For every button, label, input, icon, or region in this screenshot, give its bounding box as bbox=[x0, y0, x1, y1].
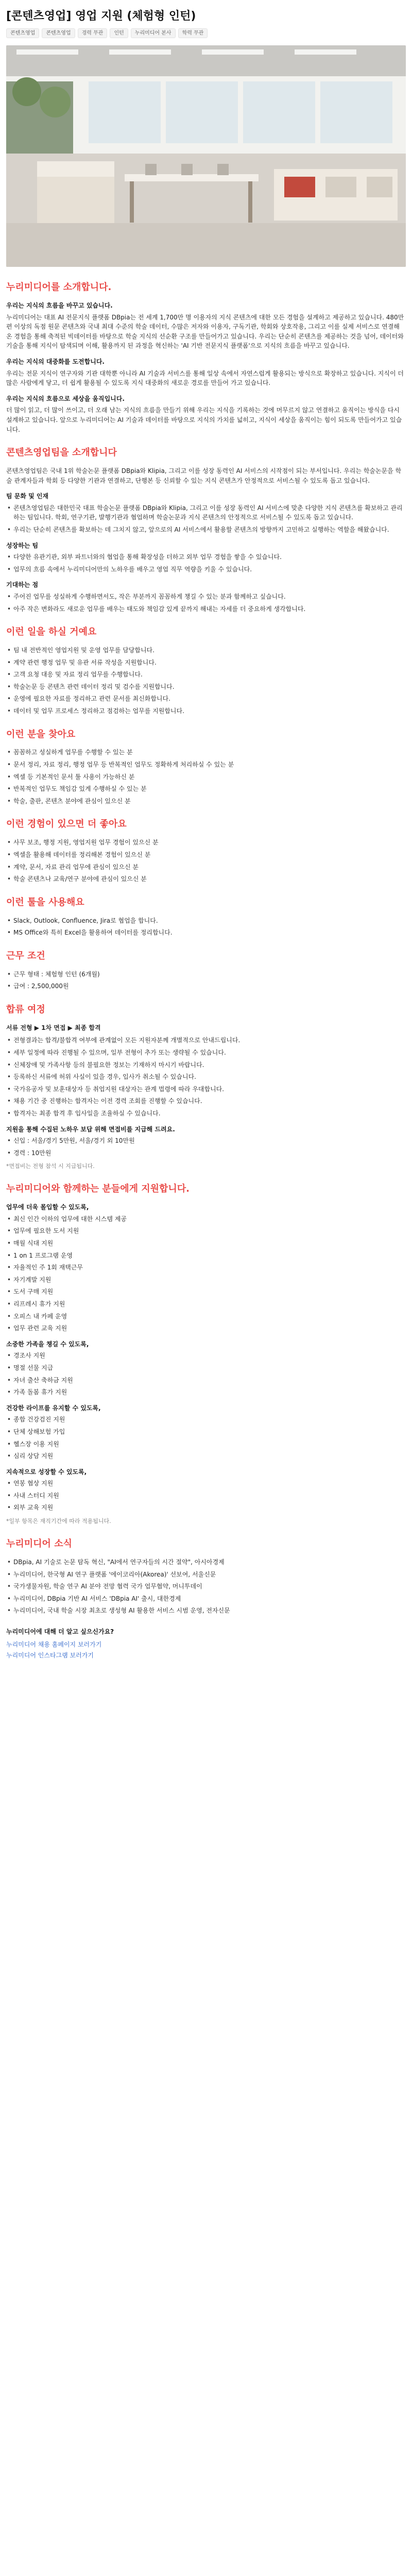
list-item: • 연봉 협상 지원 bbox=[6, 1479, 406, 1488]
benefit-list bbox=[6, 1214, 406, 1333]
news-item[interactable]: • 누리미디어, 한국형 AI 연구 플랫폼 '에이코리아(Akorea)' 선보여, 서울신문 bbox=[6, 1570, 406, 1580]
tag[interactable]: 콘텐츠영업 bbox=[42, 28, 75, 39]
benefit-list bbox=[6, 1415, 406, 1461]
list-item: • 자녀 출산 축하금 지원 bbox=[6, 1376, 406, 1385]
benefit-group-title: 지속적으로 성장할 수 있도록, bbox=[6, 1468, 87, 1476]
benefit-group-title: 업무에 더욱 몰입할 수 있도록, bbox=[6, 1204, 89, 1211]
process-list bbox=[6, 1036, 406, 1118]
requirements-section bbox=[6, 727, 406, 806]
list-item: • 엑셀을 활용해 데이터를 정리해본 경험이 있으신 분 bbox=[6, 850, 406, 860]
tag[interactable]: 학력 무관 bbox=[178, 28, 208, 39]
block-text: 더 많이 읽고, 더 많이 쓰이고, 더 오래 남는 지식의 흐름을 만들기 위해 우리는 지식을 기록하는 것에 머무르지 않고 연결하고 움직이는 방식을 다시 설계하고 있습니다. 앞으로 누리미디어는 AI 기술과 데이터를 바탕으로 지식의 가치를 넓히고, 지식이 세상을 움직이는 힘이 되도록 만들어가고 있습니다. bbox=[6, 406, 402, 433]
benefit-group-title: 소중한 가족을 챙길 수 있도록, bbox=[6, 1340, 89, 1348]
process-steps: 서류 전형 ▶ 1차 면접 ▶ 최종 합격 bbox=[6, 1024, 101, 1031]
list-item: • 채용 기간 중 진행하는 합격자는 이전 경력 조회를 진행할 수 있습니다. bbox=[6, 1096, 406, 1106]
list-item: • 명절 선물 지급 bbox=[6, 1363, 406, 1373]
section-heading: 이런 분을 찾아요 bbox=[6, 728, 76, 740]
list-item: • 매월 식대 지원 bbox=[6, 1239, 406, 1248]
list-item: • 학술논문 등 콘텐츠 관련 데이터 정리 및 검수를 지원합니다. bbox=[6, 682, 406, 692]
section-heading: 이런 툴을 사용해요 bbox=[6, 896, 84, 908]
list-item: • 문서 정리, 자료 정리, 행정 업무 등 반복적인 업무도 정확하게 처리하실 수 있는 분 bbox=[6, 760, 406, 770]
section-heading: 이런 경험이 있으면 더 좋아요 bbox=[6, 819, 127, 830]
duties-section bbox=[6, 625, 406, 716]
section-heading: 누리미디어를 소개합니다. bbox=[6, 282, 112, 293]
list-item: • 도서 구매 지원 bbox=[6, 1287, 406, 1297]
list-item: • 자율적인 주 1회 재택근무 bbox=[6, 1263, 406, 1273]
list-item: • 전형결과는 합격/불합격 여부에 관계없이 모든 지원자분께 개별적으로 안내드립니다. bbox=[6, 1036, 406, 1045]
list-item: • 반복적인 업무도 책임감 있게 수행하실 수 있는 분 bbox=[6, 784, 406, 794]
conditions-section bbox=[6, 949, 406, 991]
list-item: • 경력 : 10만원 bbox=[6, 1148, 406, 1158]
list-item: • 종합 건강검진 지원 bbox=[6, 1415, 406, 1425]
list-item: • 팀 내 전반적인 영업지원 및 운영 업무를 담당합니다. bbox=[6, 646, 406, 655]
tools-section bbox=[6, 895, 406, 938]
list-item: • 경조사 지원 bbox=[6, 1351, 406, 1361]
list-item: • 등록하신 서류에 허위 사실이 있을 경우, 입사가 취소될 수 있습니다. bbox=[6, 1072, 406, 1082]
culture-list bbox=[6, 503, 406, 535]
duties-list bbox=[6, 646, 406, 716]
list-item: • 학술 콘텐츠나 교육/연구 분야에 관심이 있으신 분 bbox=[6, 874, 406, 884]
list-item: • 신입 : 서울/경기 5만원, 서울/경기 외 10만원 bbox=[6, 1136, 406, 1146]
list-item: • 급여 : 2,500,000원 bbox=[6, 981, 406, 991]
list-item: • 업무 관련 교육 지원 bbox=[6, 1324, 406, 1333]
culture-heading: 팀 문화 및 인재 bbox=[6, 493, 49, 500]
benefits-note: *일부 항목은 재직기간에 따라 적용됩니다. bbox=[6, 1518, 111, 1525]
value-list bbox=[6, 592, 406, 614]
list-item: • 자기계발 지원 bbox=[6, 1275, 406, 1285]
team-intro-section bbox=[6, 446, 406, 614]
instagram-link[interactable]: 누리미디어 인스타그램 보러가기 bbox=[6, 1652, 94, 1659]
section-heading: 콘텐츠영업팀을 소개합니다 bbox=[6, 447, 117, 459]
benefits-section bbox=[6, 1182, 406, 1526]
list-item: • 다양한 유관기관, 외부 파트너와의 협업을 통해 확장성을 더하고 외부 업무 경험을 쌓을 수 있습니다. bbox=[6, 552, 406, 562]
process-section bbox=[6, 1003, 406, 1171]
block-text: 우리는 전문 지식이 연구자와 기관 대학뿐 아니라 AI 기술과 서비스를 통해 일상 속에서 자연스럽게 활용되는 방식으로 확장하고 있습니다. 지식이 더 많은 사람에게 닿고, 더 쉽게 활용될 수 있도록 지식 대중화의 새로운 경로를 만들어 가고 있습니다. bbox=[6, 369, 404, 387]
section-heading: 이런 일을 하실 거예요 bbox=[6, 626, 97, 638]
list-item: • 단체 상해보험 가입 bbox=[6, 1427, 406, 1437]
benefit-list bbox=[6, 1479, 406, 1513]
benefit-list bbox=[6, 1351, 406, 1397]
list-item: • 주어진 업무를 성실하게 수행하면서도, 작은 부분까지 꼼꼼하게 챙길 수 있는 분과 함께하고 싶습니다. bbox=[6, 592, 406, 602]
list-item: • 1 on 1 프로그램 운영 bbox=[6, 1251, 406, 1261]
tools-list bbox=[6, 916, 406, 938]
list-item: • 학술, 출판, 콘텐츠 분야에 관심이 있으신 분 bbox=[6, 796, 406, 806]
tag[interactable]: 경력 무관 bbox=[78, 28, 108, 39]
office-photo bbox=[6, 45, 406, 267]
list-item: • 계약, 문서, 자료 관리 업무에 관심이 있으신 분 bbox=[6, 862, 406, 872]
value-heading: 기대하는 점 bbox=[6, 581, 39, 589]
list-item: • 업무의 흐름 속에서 누리미디어만의 노하우를 배우고 영업 직무 역량을 키울 수 있습니다. bbox=[6, 565, 406, 574]
news-list bbox=[6, 1557, 406, 1616]
closing-section bbox=[6, 1627, 406, 1660]
list-item: • MS Office와 특히 Excel을 활용하여 데이터를 정리합니다. bbox=[6, 928, 406, 938]
news-item[interactable]: • 누리미디어, DBpia 기반 AI 서비스 'DBpia AI' 출시, 대한경제 bbox=[6, 1594, 406, 1604]
list-item: • 신체장애 및 가족사항 등의 불필요한 정보는 기재하지 마시기 바랍니다. bbox=[6, 1060, 406, 1070]
block-text: 누리미디어는 대표 AI 전문지식 플랫폼 DBpia는 전 세계 1,700만 명 이용자의 지식 콘텐츠에 대한 모든 경험을 설계하고 제공하고 있습니다. 480만 편 이상의 독점 원문 콘텐츠와 국내 최대 수준의 학술 데이터, 수많은 저자와 이용자, 구독기관, 학회와 상호작용, 그리고 이를 실제 서비스로 연결해 온 경험을 통해 축적된 빅데이터를 바탕으로 학술 지식의 선순환 구조를 만들어가고 있습니다. 우리는 단순히 콘텐츠를 제공하는 것을 넘어, 데이터와 기술을 통해 지식이 탐색되며 이해, 활용까지 된 과정을 혁신하는 'AI 기반 전문지식 플랫폼'으로 지식의 흐름을 바꾸고 있습니다. bbox=[6, 313, 404, 350]
company-intro-section bbox=[6, 280, 406, 434]
closing-links bbox=[6, 1640, 406, 1660]
growth-list bbox=[6, 552, 406, 574]
list-item: • 꼼꼼하고 성실하게 업무를 수행할 수 있는 분 bbox=[6, 748, 406, 757]
list-item: • 국가유공자 및 보훈대상자 등 취업지원 대상자는 관계 법령에 따라 우대합니다. bbox=[6, 1084, 406, 1094]
news-item[interactable]: • 누리미디어, 국내 학술 시장 최초로 생성형 AI 활용한 서비스 시범 운영, 전자신문 bbox=[6, 1606, 406, 1616]
news-section bbox=[6, 1537, 406, 1616]
list-item: • 사내 스터디 지원 bbox=[6, 1491, 406, 1501]
list-item: • 우리는 단순히 콘텐츠를 확보하는 데 그치지 않고, 앞으로의 AI 서비스에서 활용할 콘텐츠의 방향까지 고민하고 실행하는 역할을 해왔습니다. bbox=[6, 525, 406, 535]
list-item: • 업무에 필요한 도서 지원 bbox=[6, 1226, 406, 1236]
block-subheading: 우리는 지식의 흐름을 바꾸고 있습니다. bbox=[6, 301, 113, 309]
list-item: • 엑셀 등 기본적인 문서 툴 사용이 가능하신 분 bbox=[6, 772, 406, 782]
list-item: • 고객 요청 대응 및 자료 정리 업무를 수행합니다. bbox=[6, 670, 406, 680]
section-heading: 근무 조건 bbox=[6, 950, 45, 961]
list-item: • 가족 돌봄 휴가 지원 bbox=[6, 1387, 406, 1397]
list-item: • 헬스장 이용 지원 bbox=[6, 1439, 406, 1449]
block-subheading: 우리는 지식의 흐름으로 세상을 움직입니다. bbox=[6, 395, 125, 402]
news-item[interactable]: • 국가생물자원, 학술 연구 AI 분야 전망 협력 국가 업무협약, 머니투데이 bbox=[6, 1582, 406, 1591]
news-item[interactable]: • DBpia, AI 기술로 논문 탐독 혁신, "AI에서 연구자들의 시간 절약", 아시아경제 bbox=[6, 1557, 406, 1567]
list-item: • 데이터 및 업무 프로세스 정리하고 점검하는 업무를 지원합니다. bbox=[6, 706, 406, 716]
benefit-group-title: 건강한 라이프를 유지할 수 있도록, bbox=[6, 1404, 101, 1412]
list-item: • 합격자는 최종 합격 후 입사일을 조율하실 수 있습니다. bbox=[6, 1109, 406, 1118]
list-item: • 근무 형태 : 체험형 인턴 (6개월) bbox=[6, 970, 406, 979]
requirements-list bbox=[6, 748, 406, 806]
section-heading: 합류 여정 bbox=[6, 1004, 45, 1015]
growth-heading: 성장하는 팀 bbox=[6, 541, 39, 549]
list-item: • 최신 인간 이하의 업무에 대한 시스템 제공 bbox=[6, 1214, 406, 1224]
preferred-list bbox=[6, 838, 406, 884]
list-item: • 오피스 내 카페 운영 bbox=[6, 1312, 406, 1321]
list-item: • 사무 보조, 행정 지원, 영업지원 업무 경험이 있으신 분 bbox=[6, 838, 406, 848]
interview-fee-heading: 지원을 통해 수집된 노하우 보답 위해 면접비를 지급해 드려요. bbox=[6, 1125, 175, 1133]
conditions-list bbox=[6, 970, 406, 991]
preferred-section bbox=[6, 817, 406, 884]
block-subheading: 우리는 지식의 대중화를 도전합니다. bbox=[6, 358, 105, 365]
list-item: • 계약 관련 행정 업무 및 유관 서류 작성을 지원합니다. bbox=[6, 658, 406, 668]
tag-list bbox=[6, 28, 406, 39]
list-item: • 운영에 필요한 자료를 정리하고 관련 문서를 최신화합니다. bbox=[6, 694, 406, 704]
tag[interactable]: 콘텐츠영업 bbox=[6, 28, 39, 39]
list-item: • 아주 작은 변화라도 새로운 업무를 배우는 태도와 책임감 있게 끝까지 해내는 자세를 더 중요하게 생각합니다. bbox=[6, 604, 406, 614]
interview-fee-note: *면접비는 전형 참석 시 지급됩니다. bbox=[6, 1163, 95, 1170]
list-item: • Slack, Outlook, Confluence, Jira로 협업을 합니다. bbox=[6, 916, 406, 926]
list-item: • 외부 교육 지원 bbox=[6, 1503, 406, 1513]
closing-question: 누리미디어에 대해 더 알고 싶으신가요? bbox=[6, 1628, 114, 1635]
list-item: • 세부 일정에 따라 진행될 수 있으며, 일부 전형이 추가 또는 생략될 수 있습니다. bbox=[6, 1048, 406, 1058]
page-title: [콘텐츠영업] 영업 지원 (체험형 인턴) bbox=[6, 10, 196, 23]
list-item: • 리프레시 휴가 지원 bbox=[6, 1299, 406, 1309]
office-illustration bbox=[6, 45, 406, 267]
list-item: • 콘텐츠영업팀은 대한민국 대표 학술논문 플랫폼 DBpia와 Klipia, 그리고 이를 성장 동력인 AI 서비스에 맞춘 다양한 지식 콘텐츠를 확보하고 관리하는 팀입니다. 학회, 연구기관, 발행기관과 협업하며 학술논문과 지식 콘텐츠의 안정적으로 서비스될 수 있도록 돕고 있습니다. bbox=[6, 503, 406, 522]
tag[interactable]: 누리미디어 본사 bbox=[131, 28, 176, 39]
tag[interactable]: 인턴 bbox=[110, 28, 128, 39]
list-item: • 심리 상담 지원 bbox=[6, 1451, 406, 1461]
section-heading: 누리미디어 소식 bbox=[6, 1538, 72, 1550]
section-heading: 누리미디어와 함께하는 분들에게 지원합니다. bbox=[6, 1183, 190, 1195]
team-text: 콘텐츠영업팀은 국내 1위 학술논문 플랫폼 DBpia와 Klipia, 그리고 이를 성장 동력인 AI 서비스의 시작점이 되는 부서입니다. 우리는 학술논문을 학술 관계자들과 학회 등 다양한 기관과 연결하고, 단행본 등 신뢰할 수 있는 지식 콘텐츠가 안정적으로 서비스될 수 있도록 돕고 있습니다. bbox=[6, 467, 402, 484]
careers-page-link[interactable]: 누리미디어 채용 홈페이지 보러가기 bbox=[6, 1640, 102, 1648]
interview-fee-list bbox=[6, 1136, 406, 1158]
